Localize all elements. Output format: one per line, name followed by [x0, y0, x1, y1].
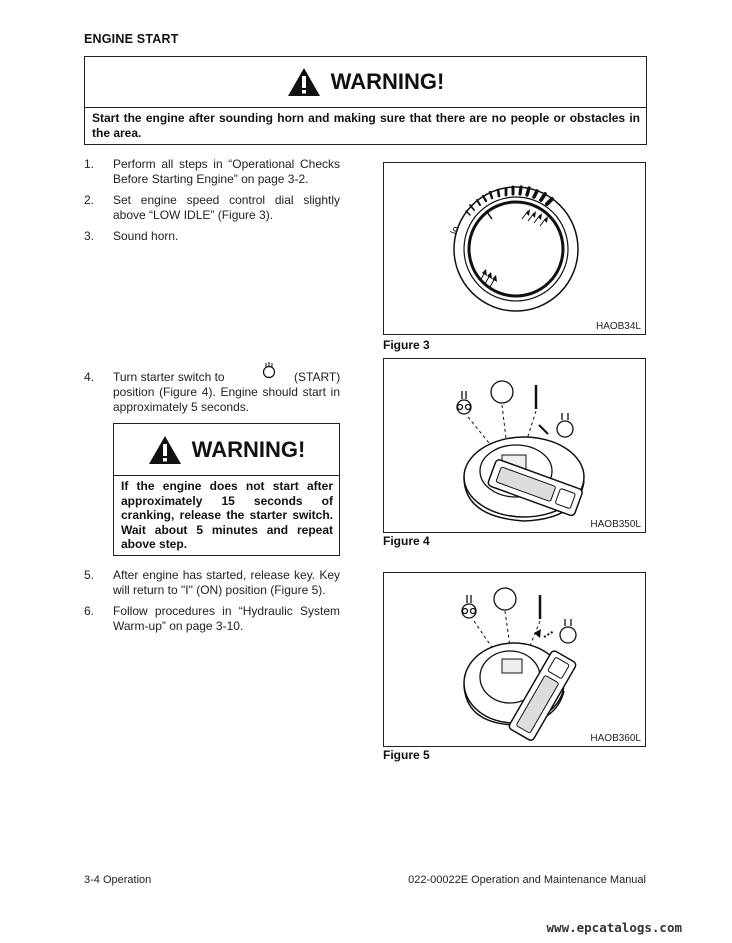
warning-box-inline [113, 423, 340, 556]
warning-header [114, 424, 339, 476]
figure-code: HAOB350L [590, 519, 641, 530]
step-text-cont: position (Figure 4). Engine should start in approximately 5 seconds. [113, 385, 340, 414]
figure-caption: Figure 4 [383, 534, 430, 548]
step-item [84, 604, 340, 636]
figure-caption: Figure 3 [383, 338, 430, 352]
step-item [84, 157, 340, 189]
step-text: After engine has started, release key. Key will return to "I" (ON) position (Figure 5). [113, 568, 340, 597]
step-item [84, 568, 340, 600]
step-number: 1. [84, 157, 95, 171]
watermark: www.epcatalogs.com [546, 920, 682, 935]
step-number: 5. [84, 568, 95, 582]
svg-text:lo: lo [449, 225, 462, 237]
figure-4-frame [383, 358, 646, 533]
starter-switch-start-illustration [384, 359, 645, 532]
step-item [84, 193, 340, 225]
starter-switch-on-illustration [384, 573, 645, 746]
footer-right: 022-00022E Operation and Maintenance Manual [408, 874, 646, 886]
step-text-post: (START) [294, 370, 341, 384]
warning-text: Start the engine after sounding horn and making sure that there are no people or obstacles in the area. [92, 111, 640, 140]
step-number: 6. [84, 604, 95, 618]
figure-code: HAOB360L [590, 733, 641, 744]
step-item [84, 229, 340, 245]
figure-3-frame [383, 162, 646, 335]
step-number: 4. [84, 370, 95, 384]
figure-caption: Figure 5 [383, 748, 430, 762]
step-text: Sound horn. [113, 229, 179, 243]
step-text: Set engine speed control dial slightly above “LOW IDLE” (Figure 3). [113, 193, 340, 222]
warning-text: If the engine does not start after approximately 15 seconds of cranking, release the starter switch. Wait about 5 minutes and repeat above step. [121, 479, 333, 552]
step-item [84, 361, 340, 415]
step-number: 2. [84, 193, 95, 207]
step-text-pre: Turn starter switch to [113, 370, 225, 384]
warning-heading: WARNING! [330, 69, 445, 94]
footer-left: 3-4 Operation [84, 874, 152, 886]
starter-start-symbol-icon [259, 361, 279, 379]
warning-triangle-icon [148, 435, 182, 465]
figure-code: HAOB34L [595, 321, 641, 332]
step-text: Follow procedures in “Hydraulic System Warm-up” on page 3-10. [113, 604, 340, 633]
warning-heading: WARNING! [191, 436, 306, 462]
step-number: 3. [84, 229, 95, 243]
section-title: ENGINE START [84, 32, 179, 46]
warning-box-top [84, 56, 647, 145]
figure-5-frame [383, 572, 646, 747]
warning-triangle-icon [287, 67, 321, 97]
engine-speed-dial-illustration [384, 163, 645, 334]
step-text: Perform all steps in “Operational Checks Before Starting Engine” on page 3-2. [113, 157, 340, 186]
warning-header [85, 57, 646, 108]
